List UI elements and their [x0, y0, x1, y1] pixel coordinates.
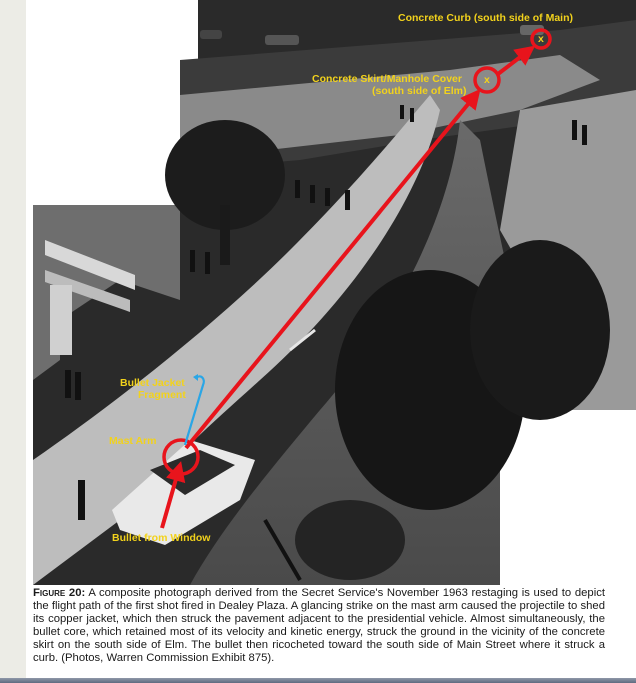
caption-text: A composite photograph derived from the Secret Service's November 1963 restaging is used to depict the flight path of the first shot fired in Dealey Plaza. A glancing strike on the mast arm caused the projectile to shed its copper jacket, which then struck the pavement adjacent to the presidential vehicle. Almost simultaneously, the bullet core, which retained most of its velocity and kinetic energy, struck the ground in the vicinity of the concrete skirt on the south side of Elm. The bullet then ricocheted toward the south side of Main Street where it struck a curb. (Photos, Warren Commission Exhibit 875).	[33, 587, 606, 664]
label-jacket-line-1: Bullet Jacket	[120, 377, 185, 389]
photo-background	[33, 0, 636, 585]
bottom-rule	[0, 678, 636, 683]
figure-caption	[33, 587, 605, 664]
figure-label: Figure 20:	[33, 587, 86, 599]
curb-x-marker: x	[538, 33, 544, 45]
label-bullet-from-window: Bullet from Window	[112, 532, 211, 544]
label-mast-arm: Mast Arm	[109, 435, 157, 447]
skirt-x-marker: x	[484, 74, 490, 86]
label-jacket-line-2: Fragment	[138, 389, 186, 401]
label-concrete-curb: Concrete Curb (south side of Main)	[398, 12, 574, 24]
label-skirt-line-1: Concrete Skirt/Manhole Cover	[312, 73, 462, 85]
label-skirt-line-2: (south side of Elm)	[372, 85, 467, 97]
